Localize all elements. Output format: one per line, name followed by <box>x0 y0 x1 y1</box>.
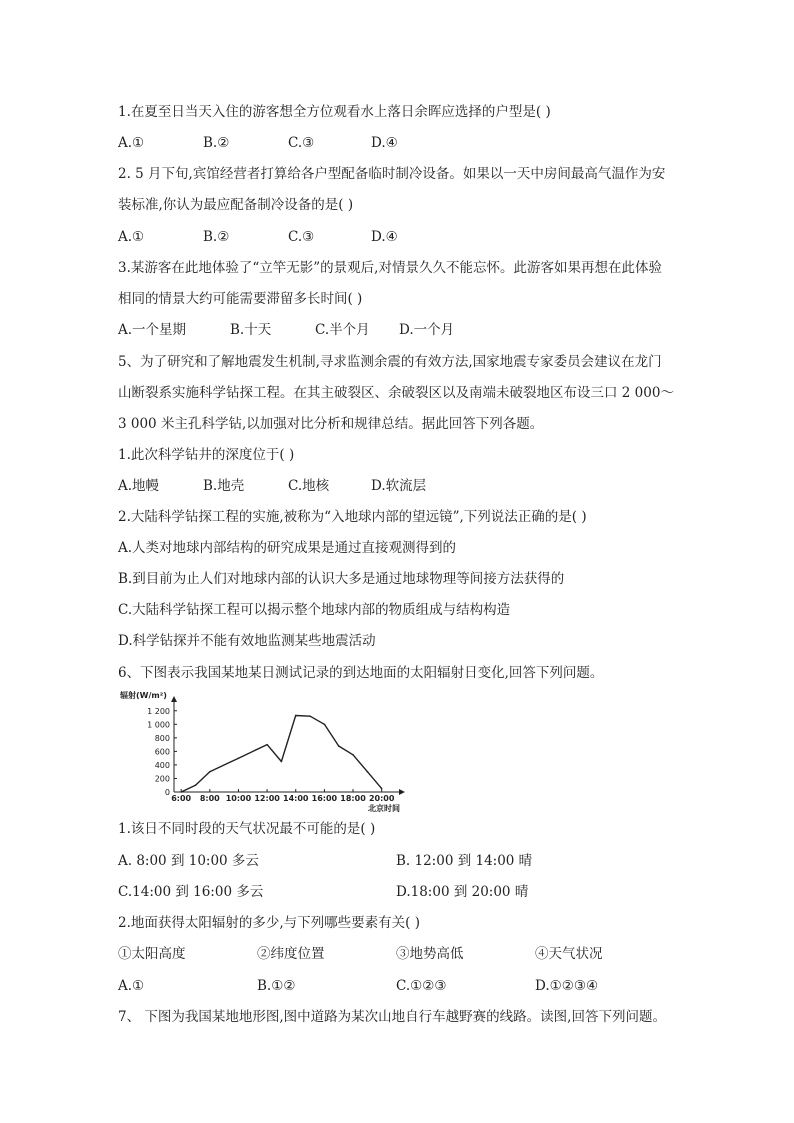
q1-option-c: C.③ <box>288 135 315 151</box>
y-tick-label: 1 000 <box>147 720 170 730</box>
radiation-line <box>181 716 382 793</box>
s6-q2-option-b: B.①② <box>257 978 296 994</box>
data-point <box>295 715 297 717</box>
s5-q2-option-a: A.人类对地球内部结构的研究成果是通过直接观测得到的 <box>118 540 457 556</box>
s5-q1-option-c: C.地核 <box>288 478 330 494</box>
y-tick-label: 600 <box>154 747 170 757</box>
q2-option-b: B.② <box>203 229 230 245</box>
data-point <box>338 745 340 747</box>
data-point <box>324 724 326 726</box>
data-point <box>195 784 197 786</box>
s6-q2-factor-4: ④天气状况 <box>535 946 603 962</box>
y-axis-arrow <box>171 696 177 702</box>
q2-stem-line1: 2. 5 月下旬,宾馆经营者打算给各户型配备临时制冷设备。如果以一天中房间最高气温作为安 <box>118 166 666 182</box>
x-axis-arrow <box>399 789 405 795</box>
s6-q2-factor-2: ②纬度位置 <box>257 946 325 962</box>
q2-option-a: A.① <box>118 229 145 245</box>
s5-q1-stem: 1.此次科学钻井的深度位于( ) <box>118 447 295 463</box>
section5-intro-line1: 5、为了研究和了解地震发生机制,寻求监测余震的有效方法,国家地震专家委员会建议在龙门 <box>118 354 662 370</box>
s6-q2-option-a: A.① <box>118 978 145 994</box>
y-tick-label: 1 200 <box>147 706 170 716</box>
section5-intro-line3: 3 000 米主孔科学钻,以加强对比分析和规律总结。据此回答下列各题。 <box>118 416 544 432</box>
x-tick-label: 8:00 <box>199 794 220 803</box>
data-point <box>309 715 311 717</box>
q3-option-a: A.一个星期 <box>118 322 187 338</box>
q2-option-c: C.③ <box>288 229 315 245</box>
data-point <box>352 754 354 756</box>
s6-q2-option-d: D.①②③④ <box>535 978 599 994</box>
s6-q1-option-c: C.14:00 到 16:00 多云 <box>118 884 264 900</box>
q1-stem: 1.在夏至日当天入住的游客想全方位观看水上落日余晖应选择的户型是( ) <box>118 104 551 120</box>
q2-option-d: D.④ <box>371 229 398 245</box>
data-point <box>281 761 283 763</box>
data-point <box>238 757 240 759</box>
data-point <box>209 771 211 773</box>
section6-intro: 6、下图表示我国某地某日测试记录的到达地面的太阳辐射日变化,回答下列问题。 <box>118 665 604 681</box>
s5-q1-option-b: B.地壳 <box>203 478 245 494</box>
x-tick-label: 10:00 <box>225 794 252 803</box>
data-point <box>266 744 268 746</box>
q1-option-d: D.④ <box>371 135 398 151</box>
x-tick-label: 6:00 <box>171 794 192 803</box>
s6-q1-option-a: A. 8:00 到 10:00 多云 <box>118 853 259 869</box>
s6-q2-factor-1: ①太阳高度 <box>118 946 186 962</box>
s6-q2-option-c: C.①②③ <box>396 978 447 994</box>
y-tick-label: 800 <box>154 733 170 743</box>
s5-q2-option-c: C.大陆科学钻探工程可以揭示整个地球内部的物质组成与结构构造 <box>118 602 511 618</box>
x-tick-label: 16:00 <box>311 794 338 803</box>
s5-q1-option-a: A.地幔 <box>118 478 160 494</box>
x-tick-label: 18:00 <box>340 794 366 803</box>
y-tick-label: 0 <box>164 788 170 797</box>
s6-q2-factor-3: ③地势高低 <box>396 946 464 962</box>
s5-q1-option-d: D.软流层 <box>371 478 427 494</box>
q3-option-d: D.一个月 <box>399 322 455 338</box>
q3-option-b: B.十天 <box>230 322 272 338</box>
s5-q2-option-d: D.科学钻探并不能有效地监测某些地震活动 <box>118 633 376 649</box>
x-tick-label: 12:00 <box>254 794 280 803</box>
x-axis-label: 北京时间 <box>368 804 400 813</box>
s5-q2-option-b: B.到目前为止人们对地球内部的认识大多是通过地球物理等间接方法获得的 <box>118 571 565 587</box>
x-tick-label: 14:00 <box>283 794 309 803</box>
s6-q1-stem: 1.该日不同时段的天气状况最不可能的是( ) <box>118 821 376 837</box>
s6-q1-option-b: B. 12:00 到 14:00 晴 <box>396 853 533 869</box>
data-point <box>180 791 182 793</box>
s6-q1-option-d: D.18:00 到 20:00 晴 <box>396 884 529 900</box>
q3-stem-line1: 3.某游客在此地体验了“立竿无影”的景观后,对情景久久不能忘怀。此游客如果再想在此体验 <box>118 260 662 276</box>
q3-option-c: C.半个月 <box>315 322 370 338</box>
y-axis-label: 辐射(W/m²) <box>120 691 167 700</box>
section7-intro: 7、 下图为我国某地地形图,图中道路为某次山地自行车越野赛的线路。读图,回答下列问题。 <box>118 1009 666 1025</box>
data-point <box>367 771 369 773</box>
q2-stem-line2: 装标准,你认为最应配备制冷设备的是( ) <box>118 197 354 213</box>
section5-intro-line2: 山断裂系实施科学钻探工程。在其主破裂区、余破裂区以及南端未破裂地区布设三口 2 000～ <box>118 385 674 401</box>
q1-option-a: A.① <box>118 135 145 151</box>
q3-stem-line2: 相同的情景大约可能需要滞留多长时间( ) <box>118 291 363 307</box>
y-tick-label: 400 <box>154 760 170 770</box>
s6-q2-stem: 2.地面获得太阳辐射的多少,与下列哪些要素有关( ) <box>118 915 420 931</box>
x-tick-label: 20:00 <box>368 794 395 803</box>
s5-q2-stem: 2.大陆科学钻探工程的实施,被称为“入地球内部的望远镜”,下列说法正确的是( ) <box>118 509 587 525</box>
q1-option-b: B.② <box>203 135 230 151</box>
data-point <box>381 788 383 790</box>
solar-radiation-chart <box>118 688 408 814</box>
y-tick-label: 200 <box>154 774 170 784</box>
